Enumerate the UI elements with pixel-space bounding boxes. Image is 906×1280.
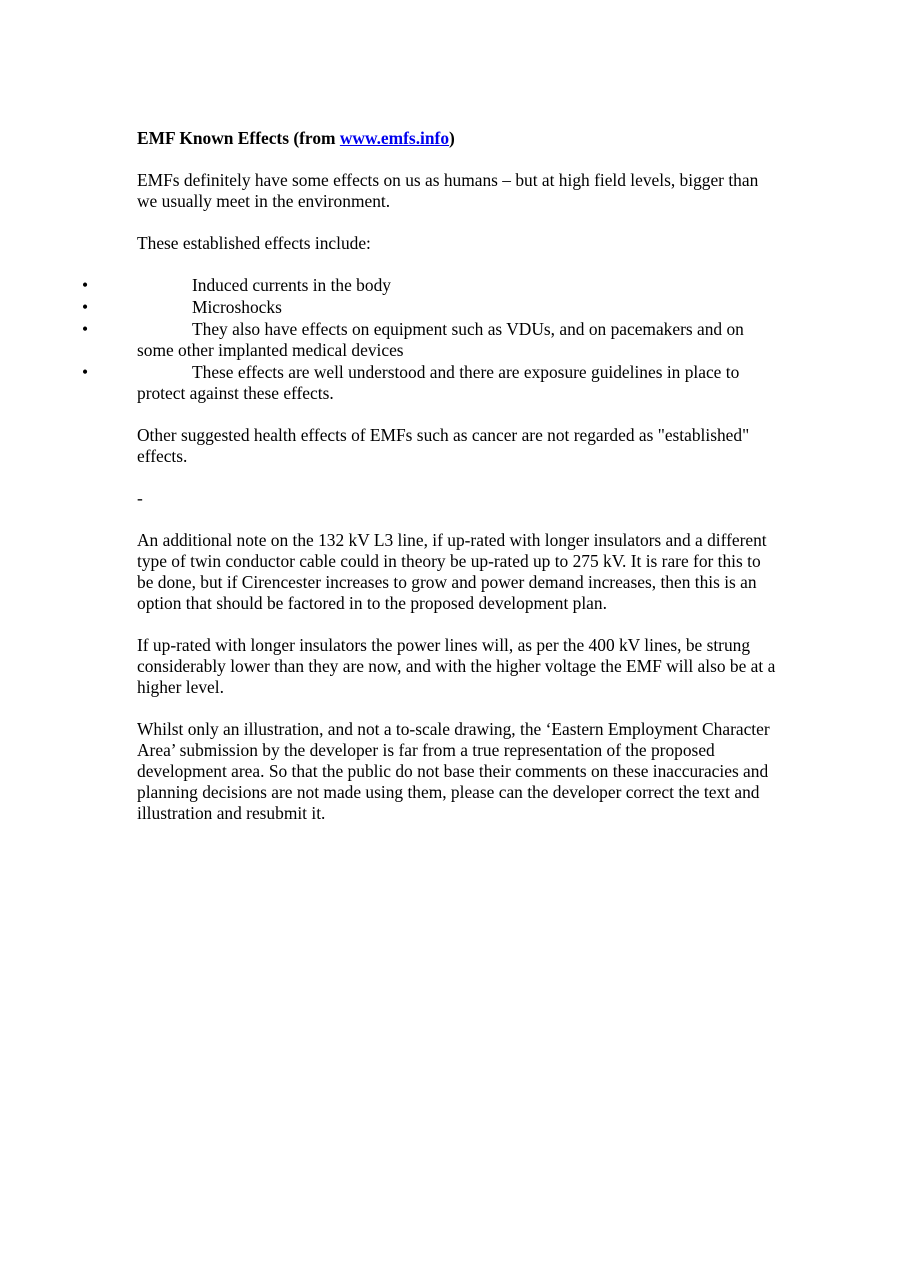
- heading-suffix: ): [449, 128, 455, 148]
- bullet-icon: •: [82, 275, 89, 295]
- list-item-text: Induced currents in the body: [192, 275, 391, 295]
- bullet-icon: •: [82, 362, 89, 382]
- list-item-text: These effects are well understood and there are exposure guidelines in place to protect against these effects.: [137, 362, 740, 403]
- list-item: [82, 275, 777, 296]
- insulators-paragraph: If up-rated with longer insulators the power lines will, as per the 400 kV lines, be strung considerably lower than they are now, and with the higher voltage the EMF will also be at a higher level.: [137, 635, 776, 697]
- l3-line-note-paragraph: An additional note on the 132 kV L3 line, if up-rated with longer insulators and a different type of twin conductor cable could in theory be up-rated up to 275 kV. It is rare for this to be done, but if Cirencester increases to grow and power demand increases, then this is an option that should be factored in to the proposed development plan.: [137, 530, 767, 613]
- bullet-icon: •: [82, 319, 89, 339]
- effects-list: [82, 275, 777, 404]
- list-item: [82, 297, 777, 318]
- intro-paragraph: EMFs definitely have some effects on us as humans – but at high field levels, bigger than we usually meet in the environment.: [137, 170, 759, 211]
- document-page: [82, 128, 777, 845]
- list-item-text: They also have effects on equipment such as VDUs, and on pacemakers and on some other implanted medical devices: [137, 319, 744, 360]
- heading-prefix: EMF Known Effects (from: [137, 128, 340, 148]
- bullet-icon: •: [82, 297, 89, 317]
- separator-dash: -: [137, 488, 143, 508]
- list-item: [82, 362, 777, 404]
- emfs-info-link[interactable]: www.emfs.info: [339, 128, 450, 148]
- effects-intro-paragraph: These established effects include:: [137, 233, 371, 253]
- list-item: [82, 319, 777, 361]
- document-heading: [137, 128, 777, 149]
- illustration-paragraph: Whilst only an illustration, and not a to-scale drawing, the ‘Eastern Employment Character Area’ submission by the developer is far from a true representation of the proposed development area. So that the public do not base their comments on these inaccuracies and planning decisions are not made using them, please can the developer correct the text and illustration and resubmit it.: [137, 719, 770, 823]
- other-effects-paragraph: Other suggested health effects of EMFs such as cancer are not regarded as "established" effects.: [137, 425, 750, 466]
- list-item-text: Microshocks: [192, 297, 282, 317]
